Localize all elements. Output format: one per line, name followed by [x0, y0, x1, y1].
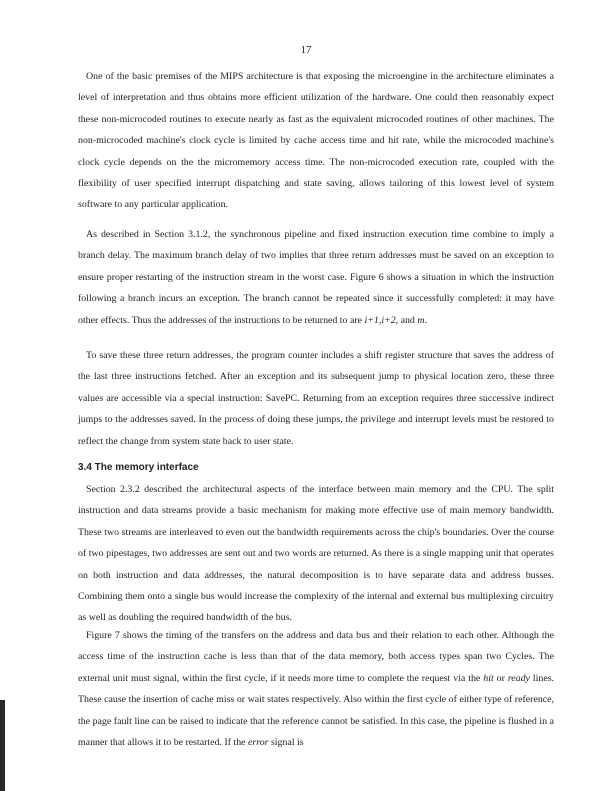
paragraph-mips-premises: One of the basic premises of the MIPS architecture is that exposing the microengine in the architecture eliminates a level of interpretation and thus obtains more efficient utilization of the hardware. One could then reasonably expect these non-microcoded routines to execute nearly as fast as the equivalent microcoded routines of other machines. The non-microcoded machine's clock cycle is limited by cache access time and hit rate, while the microcoded machine's clock cycle depends on the the micromemory access time. The non-microcoded execution rate, coupled with the flexibility of user specified interrupt dispatching and state saving, allows tailoring of this lowest level of system software to any particular application. — [78, 71, 554, 211]
paragraph-text: lines. These cause the insertion of cache miss or wait states respectively. Also within the first cycle of either type of reference, the page fault line can be raised to indicate that the reference cannot be satisfied. In this case, the pipeline is flushed in a manner that allows it to be restarted. If the — [78, 672, 555, 749]
paragraph-text: As described in Section 3.1.2, the synchronous pipeline and fixed instruction execution time combine to imply a branch delay. The maximum branch delay of two implies that three return addresses must be saved on an exception to ensure proper restarting of the instruction stream in the worst case. Figure 6 shows a situation in which the instruction following a branch incurs an exception. The branch cannot be repeated since it successfully completed: it may have other effects. Thus the addresses of the instructions to be returned to are — [78, 229, 554, 326]
paragraph-text: signal is — [268, 737, 304, 749]
signal-hit: hit — [483, 672, 494, 684]
paragraph-bus-timing — [78, 625, 554, 753]
paragraph-memory-interface: Section 2.3.2 described the architectural aspects of the interface between main memory and the CPU. The split instruction and data streams provide a basic mechanism for making more effective use of main memory bandwidth. These two streams are interleaved to even out the bandwidth requirements across the chip's boundaries. Over the course of two pipestages, two addresses are sent out and two words are returned. As there is a single mapping unit that operates on both instruction and data addresses, the natural decomposition is to have separate data and address busses. Combining them onto a single bus would increase the complexity of the internal and external bus multiplexing circuitry as well as doubling the required bandwidth of the bus. — [78, 484, 554, 624]
math-i-plus-1: i+1 — [364, 314, 379, 326]
paragraph-text: Figure 7 shows the timing of the transfers on the address and data bus and their relation to each other. Although the access time of the instruction cache is less than that of the data memory, both access types span two Cycles. The external unit must signal, within the first cycle, if it needs more time to complete the request via the — [78, 630, 554, 684]
paragraph-branch-delay — [78, 224, 554, 331]
conjunction: or — [493, 672, 508, 684]
period: . — [424, 314, 427, 326]
page-number: 17 — [300, 44, 312, 56]
paragraph-return-addresses: To save these three return addresses, the program counter includes a shift register structure that saves the address of the last three instructions fetched. After an exception and its subsequent jump to physical location zero, these three values are accessible via a special instruction: SavePC. Returning from an exception requires three successive indirect jumps to the addresses saved. In the process of doing these jumps, the privilege and interrupt levels must be restored to reflect the change from system state back to user state. — [78, 350, 554, 447]
signal-ready: ready — [507, 672, 530, 684]
section-heading-memory-interface: 3.4 The memory interface — [78, 462, 199, 473]
signal-error: error — [248, 737, 269, 749]
comma: , — [378, 314, 382, 326]
scan-binding-strip — [0, 700, 5, 791]
conjunction: , and — [395, 314, 418, 326]
math-i-plus-2: i+2 — [381, 314, 396, 326]
math-m: m — [417, 314, 425, 326]
